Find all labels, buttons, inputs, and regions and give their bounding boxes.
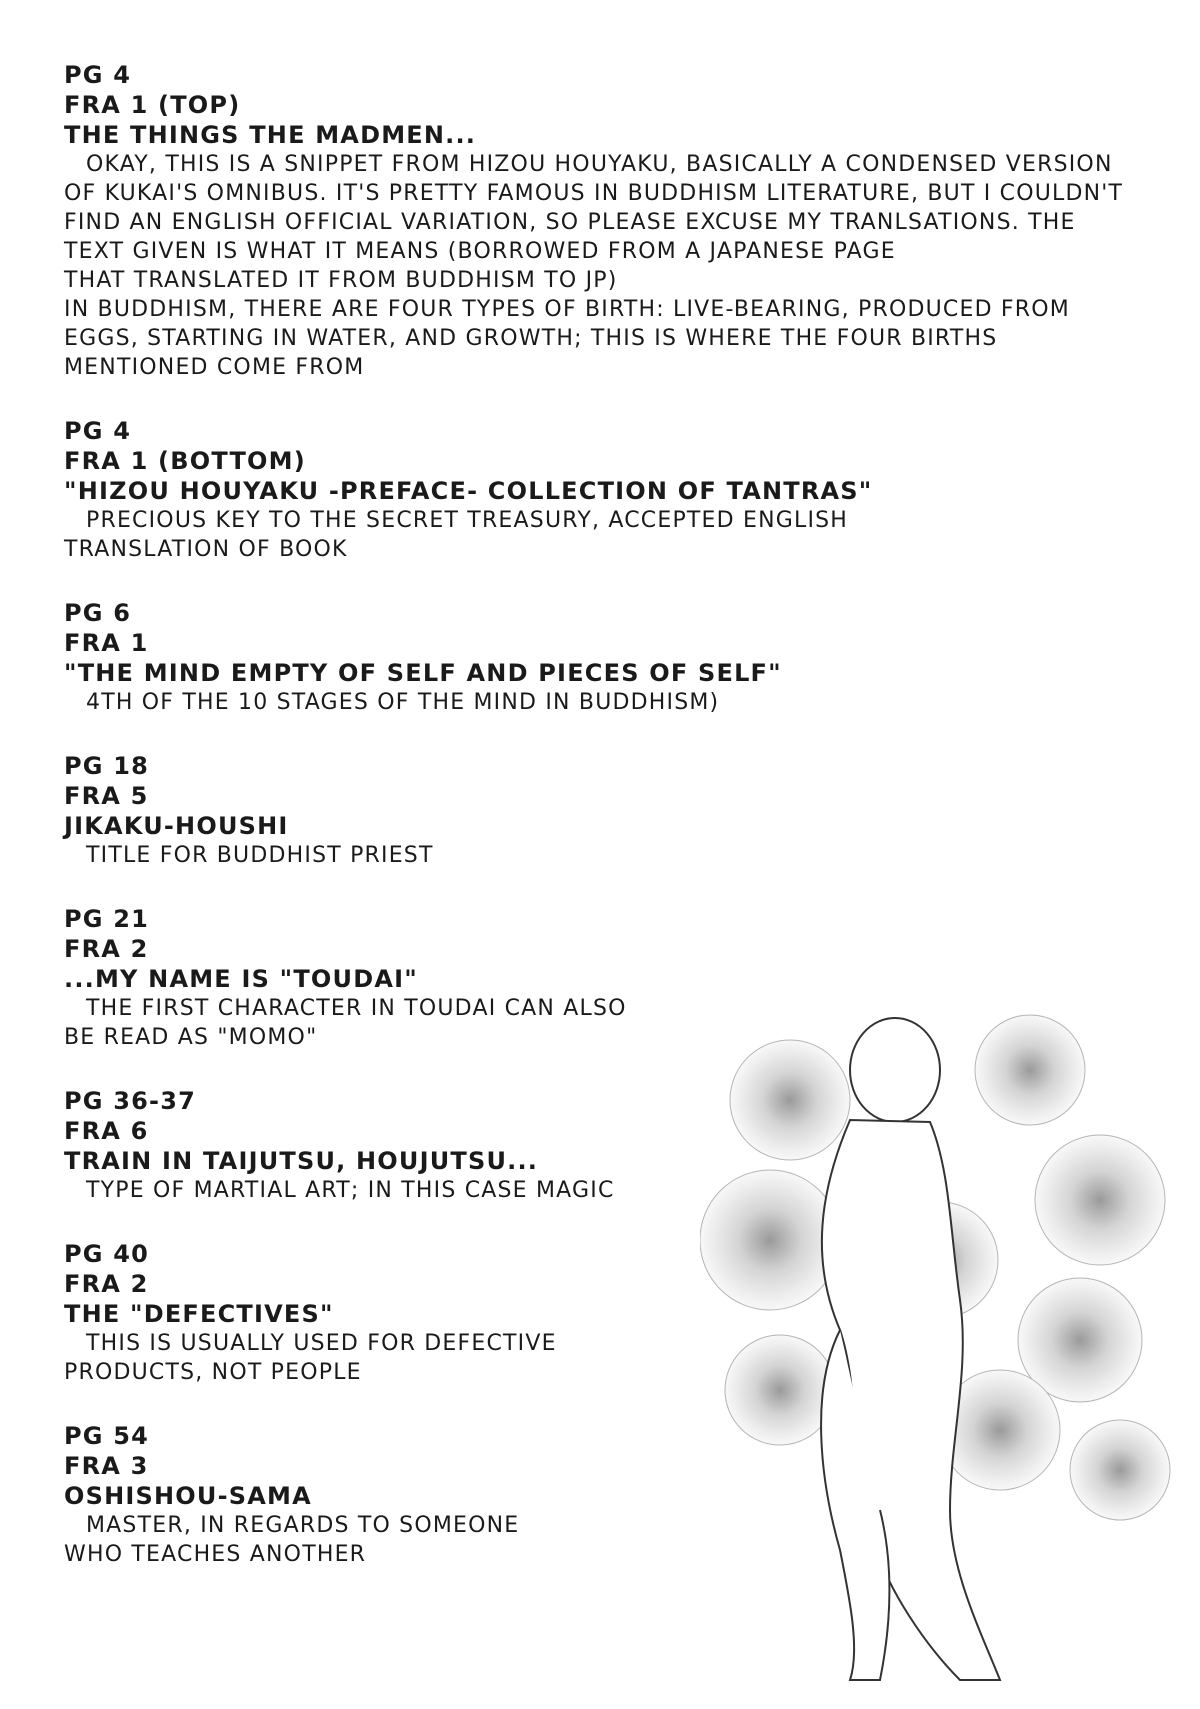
note-explanation: IN BUDDHISM, THERE ARE FOUR TYPES OF BIRTH: LIVE-BEARING, PRODUCED FROM EGGS, STARTING IN WATER, AND GROWTH; THIS IS WHERE THE FOUR BIRTHS MENTIONED COME FROM <box>64 297 1070 380</box>
note-frame: FRA 1 (BOTTOM) <box>64 447 306 475</box>
note-explanation: TYPE OF MARTIAL ART; IN THIS CASE MAGIC <box>86 1178 615 1203</box>
character-illustration <box>700 1010 1180 1700</box>
note-pg6 <box>64 598 1124 717</box>
note-explanation: PRECIOUS KEY TO THE SECRET TREASURY, ACCEPTED ENGLISH TRANSLATION OF BOOK <box>64 508 849 562</box>
note-frame: FRA 2 <box>64 1270 149 1298</box>
note-frame: FRA 2 <box>64 935 149 963</box>
note-page: PG 40 <box>64 1240 150 1268</box>
note-explanation: TITLE FOR BUDDHIST PRIEST <box>86 843 434 868</box>
note-page: PG 18 <box>64 752 150 780</box>
note-pg4-top <box>64 60 1124 382</box>
note-frame: FRA 1 (TOP) <box>64 91 241 119</box>
note-frame: FRA 6 <box>64 1117 149 1145</box>
note-page: PG 4 <box>64 61 132 89</box>
note-term: ...MY NAME IS "TOUDAI" <box>64 965 418 993</box>
note-term: THE THINGS THE MADMEN... <box>64 121 477 149</box>
note-explanation: THE FIRST CHARACTER IN TOUDAI CAN ALSO BE READ AS "MOMO" <box>64 996 627 1050</box>
note-frame: FRA 1 <box>64 629 149 657</box>
note-page: PG 36-37 <box>64 1087 197 1115</box>
note-explanation: MASTER, IN REGARDS TO SOMEONE WHO TEACHES ANOTHER <box>64 1513 520 1567</box>
note-term: JIKAKU-HOUSHI <box>64 812 289 840</box>
note-explanation: THAT TRANSLATED IT FROM BUDDHISM TO JP) <box>64 268 618 293</box>
note-term: TRAIN IN TAIJUTSU, HOUJUTSU... <box>64 1147 539 1175</box>
note-term: OSHISHOU-SAMA <box>64 1482 312 1510</box>
note-frame: FRA 3 <box>64 1452 149 1480</box>
note-page: PG 21 <box>64 905 150 933</box>
note-explanation: 4TH OF THE 10 STAGES OF THE MIND IN BUDDHISM) <box>86 690 720 715</box>
note-pg4-bottom <box>64 416 1124 564</box>
note-term: "HIZOU HOUYAKU -PREFACE- COLLECTION OF TANTRAS" <box>64 477 873 505</box>
note-pg18 <box>64 751 1124 870</box>
note-term: THE "DEFECTIVES" <box>64 1300 334 1328</box>
note-term: "THE MIND EMPTY OF SELF AND PIECES OF SELF" <box>64 659 782 687</box>
note-explanation: THIS IS USUALLY USED FOR DEFECTIVE PRODUCTS, NOT PEOPLE <box>64 1331 557 1385</box>
note-page: PG 54 <box>64 1422 150 1450</box>
note-page: PG 6 <box>64 599 132 627</box>
note-explanation: OKAY, THIS IS A SNIPPET FROM HIZOU HOUYAKU, BASICALLY A CONDENSED VERSION OF KUKAI'S OMNIBUS. IT'S PRETTY FAMOUS IN BUDDHISM LITERATURE, BUT I COULDN'T FIND AN ENGLISH OFFICIAL VARIATION, SO PLEASE EXCUSE MY TRANLSATIONS. THE TEXT GIVEN IS WHAT IT MEANS (BORROWED FROM A JAPANESE PAGE <box>64 152 1124 264</box>
note-frame: FRA 5 <box>64 782 149 810</box>
note-page: PG 4 <box>64 417 132 445</box>
